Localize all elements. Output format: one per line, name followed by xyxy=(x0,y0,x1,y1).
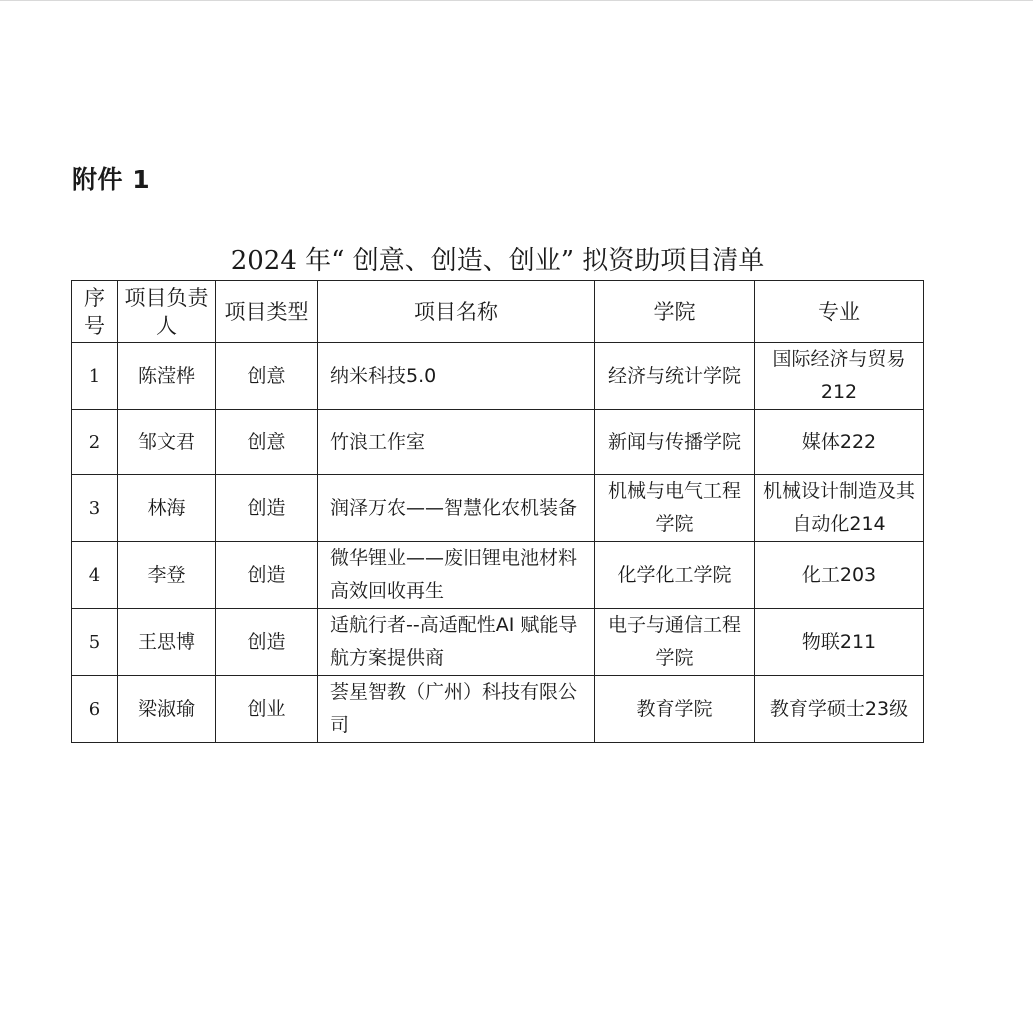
cell-college: 教育学院 xyxy=(595,676,755,743)
cell-major: 机械设计制造及其自动化214 xyxy=(755,475,924,542)
header-type: 项目类型 xyxy=(216,281,318,343)
header-college: 学院 xyxy=(595,281,755,343)
cell-project-name: 竹浪工作室 xyxy=(318,410,595,475)
cell-type: 创意 xyxy=(216,410,318,475)
table-row xyxy=(72,343,924,410)
cell-project-name: 适航行者--高适配性AI 赋能导航方案提供商 xyxy=(318,609,595,676)
cell-major: 国际经济与贸易212 xyxy=(755,343,924,410)
funding-projects-table xyxy=(71,280,924,743)
cell-college: 经济与统计学院 xyxy=(595,343,755,410)
cell-major: 媒体222 xyxy=(755,410,924,475)
cell-seq: 1 xyxy=(72,343,118,410)
cell-major: 教育学硕士23级 xyxy=(755,676,924,743)
table-row xyxy=(72,676,924,743)
header-name: 项目名称 xyxy=(318,281,595,343)
cell-seq: 5 xyxy=(72,609,118,676)
cell-type: 创造 xyxy=(216,609,318,676)
cell-project-name: 荟星智教（广州）科技有限公司 xyxy=(318,676,595,743)
table-row xyxy=(72,609,924,676)
cell-leader: 陈滢桦 xyxy=(118,343,216,410)
cell-type: 创意 xyxy=(216,343,318,410)
cell-project-name: 微华锂业——废旧锂电池材料高效回收再生 xyxy=(318,542,595,609)
cell-seq: 3 xyxy=(72,475,118,542)
cell-project-name: 润泽万农——智慧化农机装备 xyxy=(318,475,595,542)
attachment-label: 附件 1 xyxy=(72,165,151,194)
cell-type: 创造 xyxy=(216,542,318,609)
header-seq: 序号 xyxy=(72,281,118,343)
cell-project-name: 纳米科技5.0 xyxy=(318,343,595,410)
table-header-row xyxy=(72,281,924,343)
cell-college: 化学化工学院 xyxy=(595,542,755,609)
cell-seq: 4 xyxy=(72,542,118,609)
cell-type: 创业 xyxy=(216,676,318,743)
document-title: 2024 年“ 创意、创造、创业” 拟资助项目清单 xyxy=(230,246,765,276)
cell-college: 机械与电气工程学院 xyxy=(595,475,755,542)
cell-seq: 2 xyxy=(72,410,118,475)
cell-leader: 梁淑瑜 xyxy=(118,676,216,743)
table-row xyxy=(72,410,924,475)
table-row xyxy=(72,475,924,542)
cell-college: 新闻与传播学院 xyxy=(595,410,755,475)
header-major: 专业 xyxy=(755,281,924,343)
cell-major: 化工203 xyxy=(755,542,924,609)
table-row xyxy=(72,542,924,609)
cell-leader: 李登 xyxy=(118,542,216,609)
cell-leader: 林海 xyxy=(118,475,216,542)
cell-leader: 王思博 xyxy=(118,609,216,676)
top-divider xyxy=(0,0,1033,1)
cell-major: 物联211 xyxy=(755,609,924,676)
cell-seq: 6 xyxy=(72,676,118,743)
header-leader: 项目负责人 xyxy=(118,281,216,343)
cell-type: 创造 xyxy=(216,475,318,542)
cell-leader: 邹文君 xyxy=(118,410,216,475)
cell-college: 电子与通信工程学院 xyxy=(595,609,755,676)
